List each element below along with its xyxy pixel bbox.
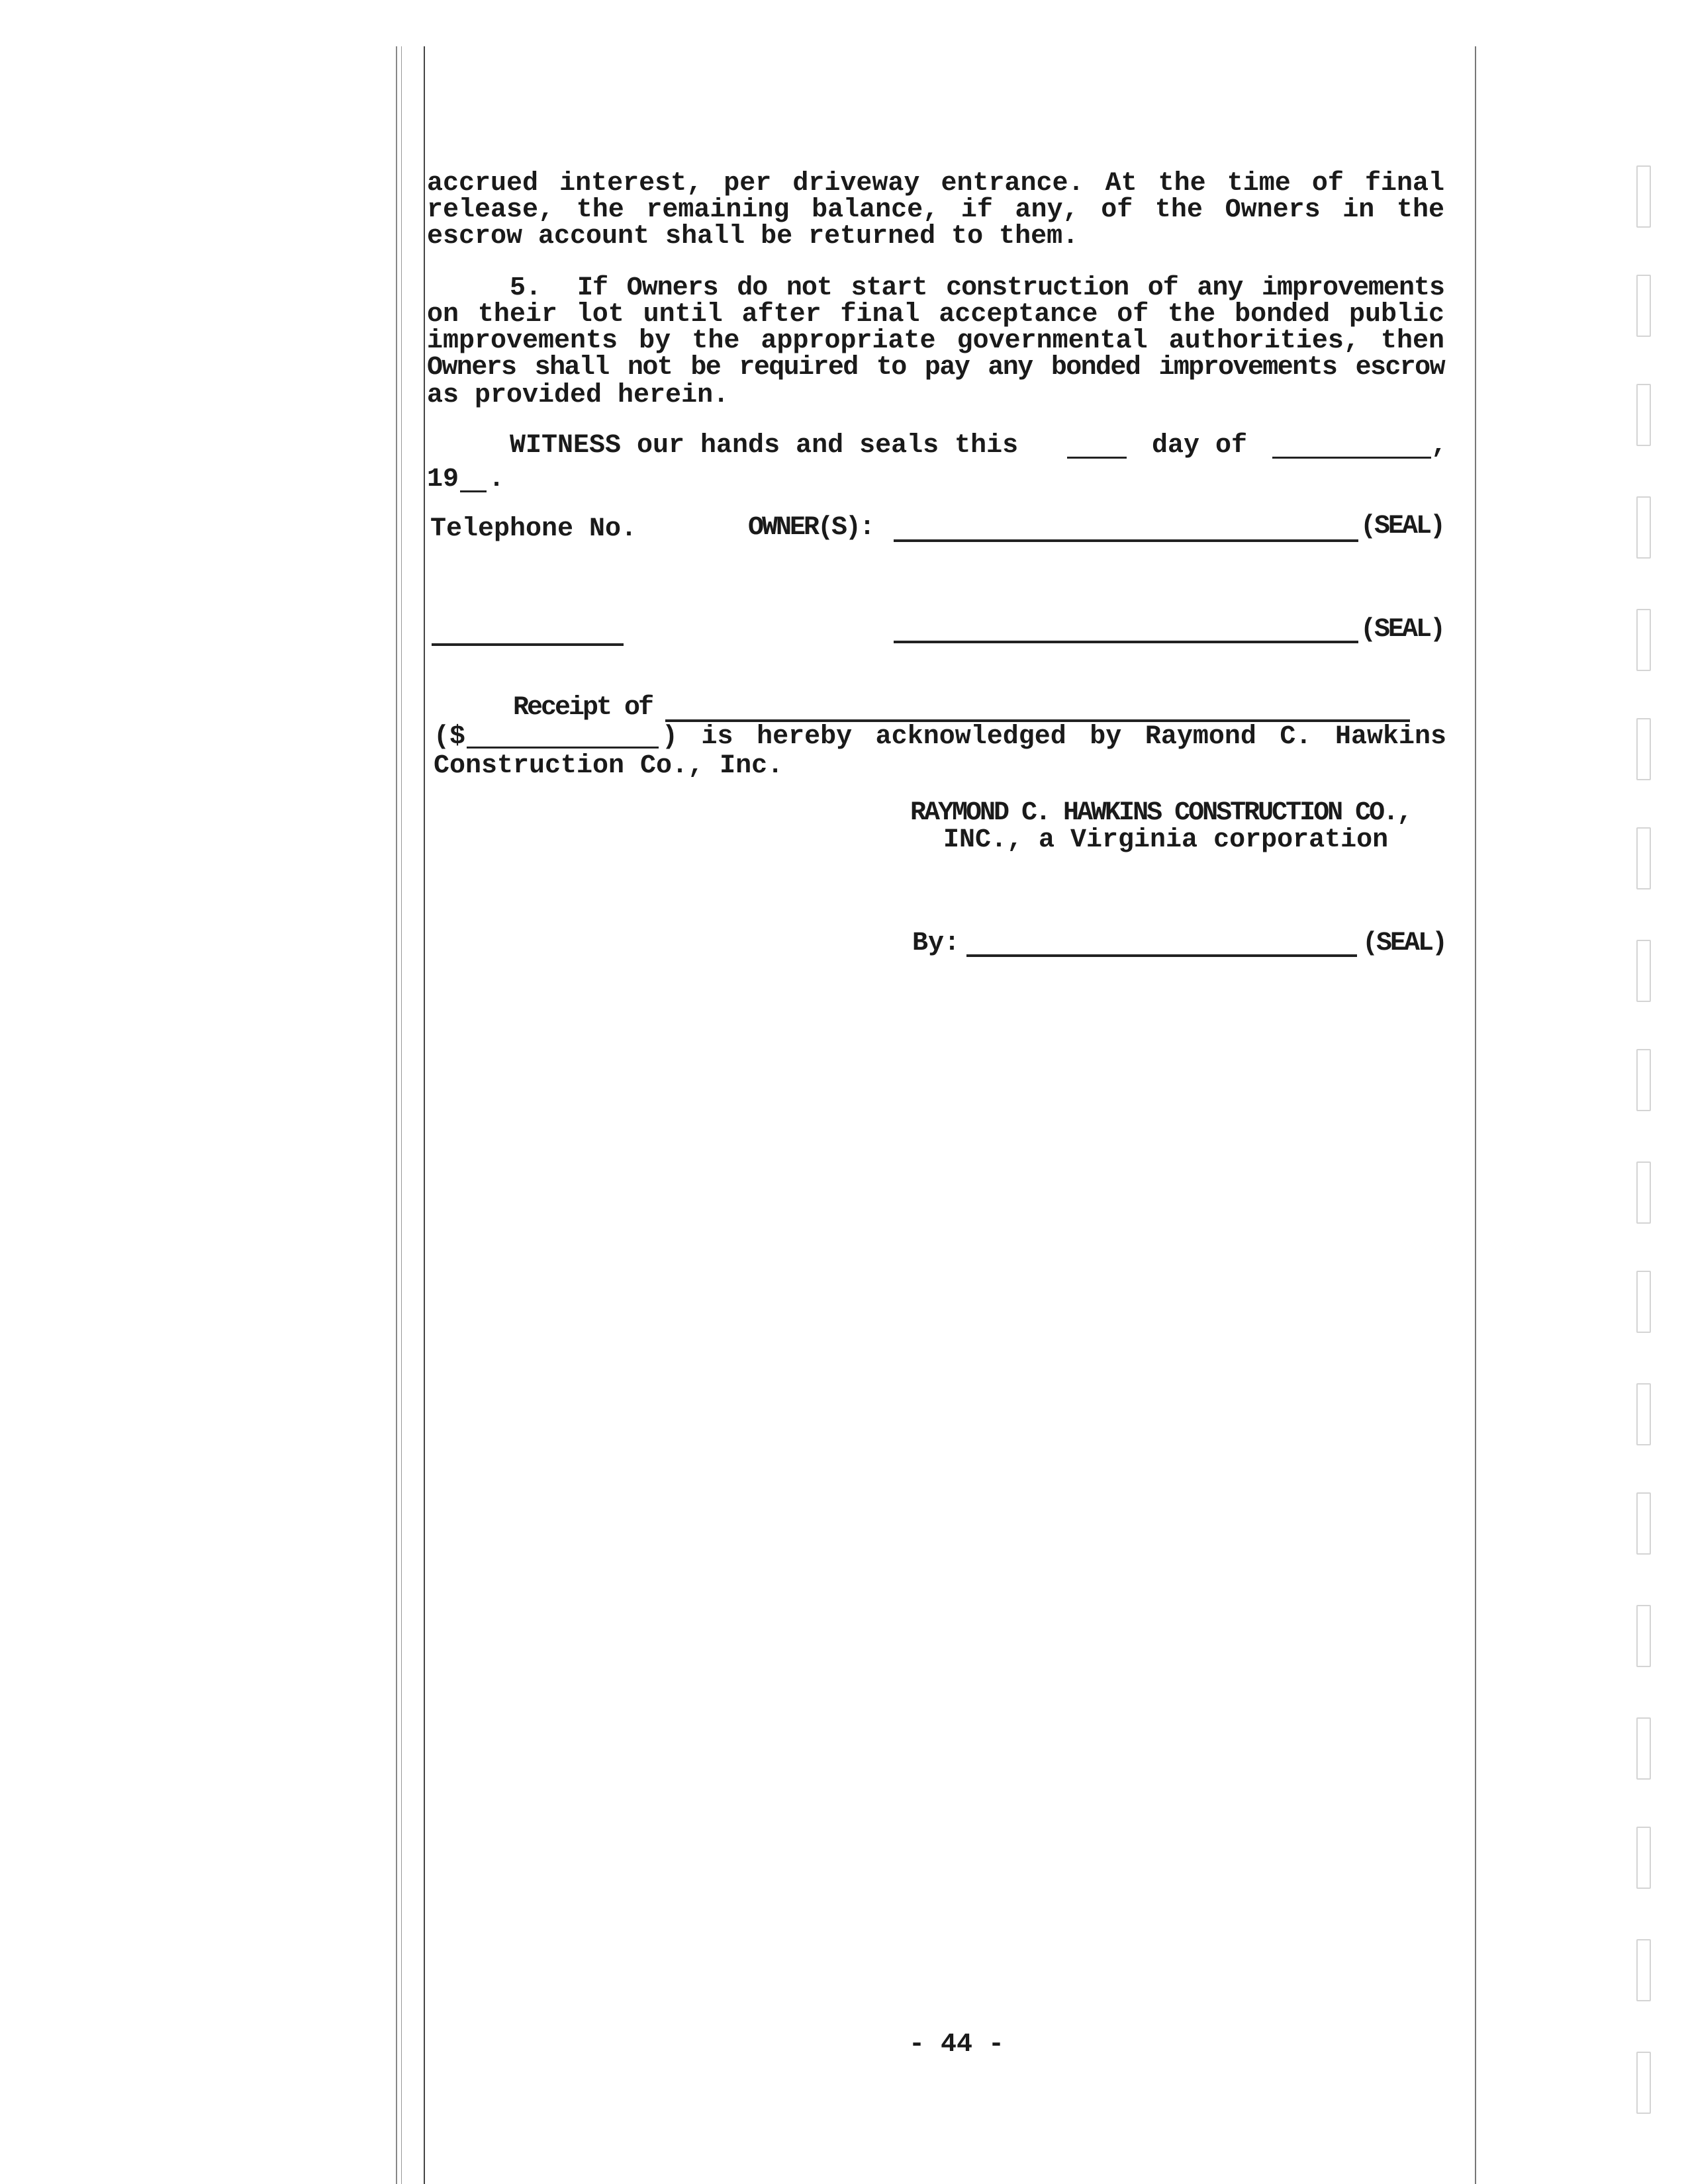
binder-tab-mark	[1636, 1717, 1651, 1780]
owner-signature-line[interactable]	[894, 539, 1358, 542]
binder-tab-mark	[1636, 1161, 1651, 1224]
binder-tab-mark	[1636, 1827, 1651, 1889]
paragraph-line: on their lot until after final acceptance of the bonded public	[427, 300, 1444, 330]
by-label: By:	[912, 929, 961, 958]
binder-tab-mark	[1636, 1271, 1651, 1333]
company-name: RAYMOND C. HAWKINS CONSTRUCTION CO.,	[910, 798, 1411, 828]
witness-comma: ,	[1431, 431, 1448, 461]
binder-tab-mark	[1636, 165, 1651, 228]
left-border-line	[396, 46, 397, 2184]
binder-tab-mark	[1636, 384, 1651, 446]
company-name-line-2: INC., a Virginia corporation	[943, 825, 1389, 855]
owner-signature-line-2[interactable]	[894, 641, 1358, 643]
paragraph-line: release, the remaining balance, if any, of the Owners in the	[427, 195, 1444, 225]
owners-label: OWNER(S):	[748, 513, 874, 543]
dollar-open: ($	[434, 722, 466, 752]
paragraph-number: 5.	[510, 273, 542, 303]
paragraph-line: If Owners do not start construction of any improvements	[577, 273, 1444, 303]
month-blank[interactable]	[1272, 457, 1431, 459]
year-blank[interactable]	[460, 490, 487, 492]
day-blank[interactable]	[1067, 457, 1127, 459]
paragraph-line: as provided herein.	[427, 381, 729, 410]
binder-tab-mark	[1636, 1605, 1651, 1667]
paragraph-line: improvements by the appropriate governmental authorities, then	[427, 326, 1444, 356]
seal-label: (SEAL)	[1362, 929, 1446, 958]
binder-tab-mark	[1636, 827, 1651, 889]
binder-tab-mark	[1636, 275, 1651, 337]
paragraph-line: Owners shall not be required to pay any bonded improvements escrow	[427, 353, 1444, 383]
binder-tab-mark	[1636, 609, 1651, 671]
binder-tab-mark	[1636, 2052, 1651, 2114]
binder-tab-mark	[1636, 496, 1651, 559]
binder-tab-mark	[1636, 1383, 1651, 1445]
paragraph-line: accrued interest, per driveway entrance. At the time of final	[427, 169, 1444, 199]
binder-tab-mark	[1636, 718, 1651, 780]
binder-tab-mark	[1636, 1939, 1651, 2001]
witness-text: WITNESS our hands and seals this	[510, 431, 1019, 461]
telephone-line[interactable]	[432, 643, 624, 646]
receipt-label: Receipt of	[513, 693, 653, 723]
witness-day-of: day of	[1152, 431, 1248, 461]
company-signature-line[interactable]	[966, 954, 1357, 957]
binder-tab-mark	[1636, 1492, 1651, 1555]
binder-tab-mark	[1636, 1049, 1651, 1111]
right-border-line	[1475, 46, 1476, 2184]
left-text-margin-line	[424, 46, 425, 2184]
paragraph-line: escrow account shall be returned to them.	[427, 222, 1079, 251]
binder-tab-mark	[1636, 940, 1651, 1002]
acknowledgement-line-2: Construction Co., Inc.	[434, 751, 784, 781]
page-number: - 44 -	[909, 2030, 1005, 2060]
year-prefix: 19	[427, 465, 459, 494]
acknowledgement-line: ) is hereby acknowledged by Raymond C. Hawkins	[662, 722, 1446, 752]
seal-label: (SEAL)	[1360, 615, 1444, 645]
year-period: .	[489, 465, 505, 494]
receipt-amount-line[interactable]	[467, 747, 659, 749]
left-border-line-inner	[401, 46, 402, 2184]
telephone-label: Telephone No.	[430, 514, 637, 544]
seal-label: (SEAL)	[1360, 512, 1444, 541]
